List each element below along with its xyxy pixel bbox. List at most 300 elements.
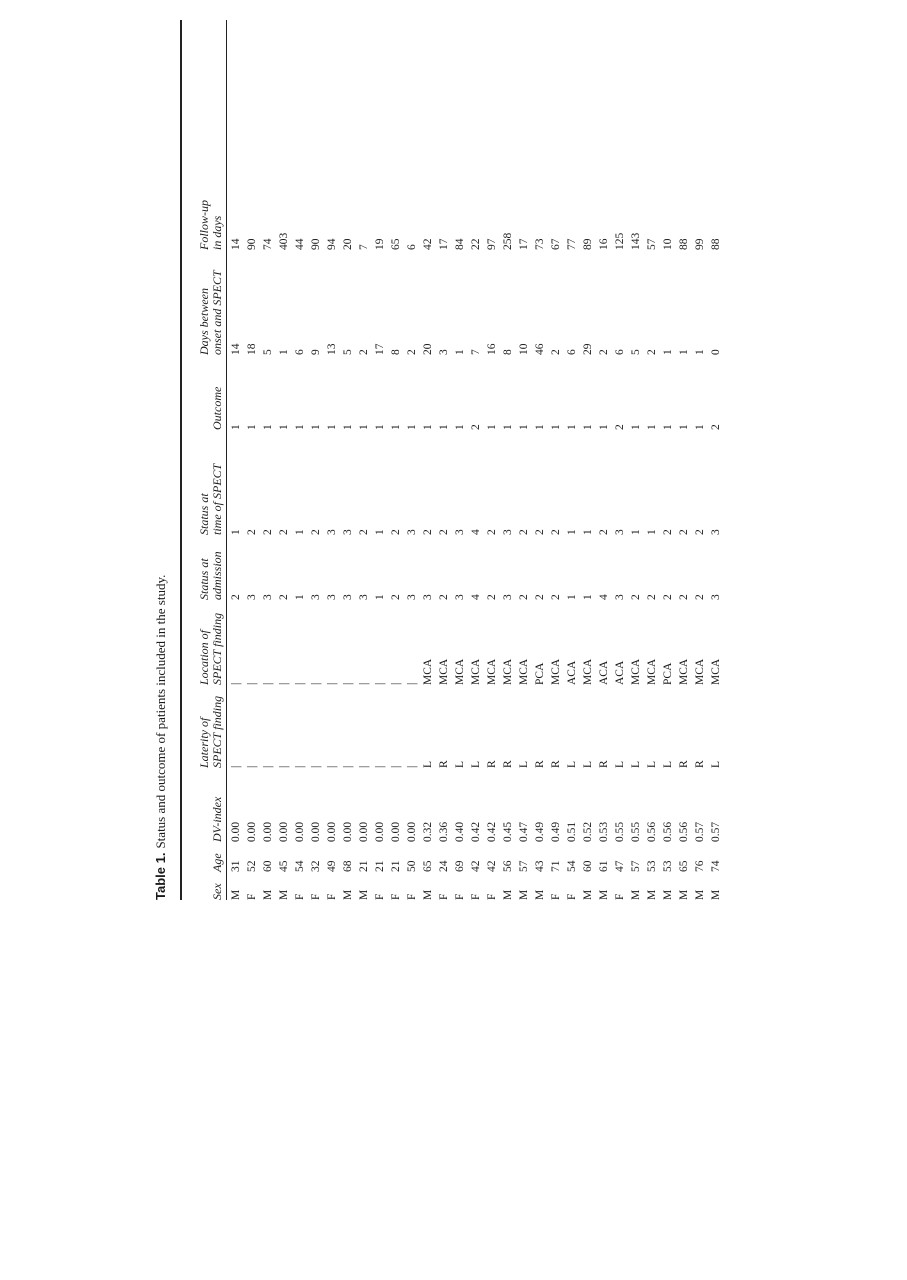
cell-days-between: 6	[614, 349, 626, 355]
cell-outcome: 1	[246, 424, 258, 430]
cell-age: 43	[534, 860, 546, 872]
cell-outcome: 2	[710, 424, 722, 430]
cell-sex: M	[342, 889, 354, 900]
cell-follow-up: 97	[486, 238, 498, 250]
cell-outcome: 1	[294, 424, 306, 430]
cell-age: 45	[278, 860, 290, 872]
cell-follow-up: 7	[358, 244, 370, 250]
cell-sex: F	[614, 893, 626, 900]
cell-sex: F	[390, 893, 402, 900]
table-row	[262, 20, 275, 900]
cell-sex: F	[246, 893, 258, 900]
cell-outcome: 1	[326, 424, 338, 430]
cell-follow-up: 258	[502, 232, 514, 250]
cell-location: |	[262, 682, 274, 685]
cell-follow-up: 73	[534, 238, 546, 250]
cell-outcome: 1	[534, 424, 546, 430]
cell-age: 56	[502, 860, 514, 872]
cell-sex: F	[310, 893, 322, 900]
cell-laterity: L	[630, 760, 642, 768]
cell-outcome: 1	[566, 424, 578, 430]
cell-status-admission: 2	[518, 594, 530, 600]
table-row	[358, 20, 371, 900]
cell-status-admission: 4	[470, 594, 482, 600]
cell-outcome: 1	[550, 424, 562, 430]
cell-laterity: |	[390, 765, 402, 768]
cell-status-admission: 1	[582, 594, 594, 600]
cell-status-admission: 1	[566, 594, 578, 600]
cell-sex: M	[646, 889, 658, 900]
cell-outcome: 1	[646, 424, 658, 430]
cell-laterity: R	[598, 760, 610, 768]
cell-laterity: |	[262, 765, 274, 768]
table-row	[550, 20, 563, 900]
table-row	[534, 20, 547, 900]
table-row	[294, 20, 307, 900]
cell-age: 50	[406, 860, 418, 872]
cell-laterity: |	[406, 765, 418, 768]
cell-sex: M	[230, 889, 242, 900]
header-location: Location of SPECT finding	[197, 612, 224, 685]
cell-laterity: L	[518, 760, 530, 768]
cell-location: |	[294, 682, 306, 685]
cell-location: MCA	[550, 658, 562, 685]
cell-status-admission: 1	[294, 594, 306, 600]
table-row	[582, 20, 595, 900]
cell-outcome: 2	[470, 424, 482, 430]
cell-status-spect: 1	[646, 529, 658, 535]
cell-follow-up: 6	[406, 244, 418, 250]
cell-follow-up: 44	[294, 238, 306, 250]
cell-laterity: R	[502, 760, 514, 768]
cell-location: |	[390, 682, 402, 685]
cell-follow-up: 20	[342, 238, 354, 250]
cell-location: ACA	[566, 660, 578, 685]
cell-status-admission: 2	[646, 594, 658, 600]
header-rule	[226, 20, 227, 900]
cell-follow-up: 10	[662, 238, 674, 250]
cell-status-admission: 3	[422, 594, 434, 600]
cell-dv-index: 0.55	[630, 821, 642, 842]
cell-laterity: |	[310, 765, 322, 768]
cell-age: 60	[582, 860, 594, 872]
cell-days-between: 29	[582, 343, 594, 355]
cell-dv-index: 0.00	[262, 821, 274, 842]
cell-dv-index: 0.00	[230, 821, 242, 842]
cell-age: 65	[422, 860, 434, 872]
cell-status-admission: 2	[678, 594, 690, 600]
cell-sex: F	[566, 893, 578, 900]
cell-status-spect: 2	[550, 529, 562, 535]
cell-location: MCA	[678, 658, 690, 685]
cell-dv-index: 0.51	[566, 821, 578, 842]
cell-location: MCA	[486, 658, 498, 685]
cell-status-admission: 2	[534, 594, 546, 600]
cell-status-admission: 2	[278, 594, 290, 600]
cell-age: 32	[310, 860, 322, 872]
cell-status-admission: 3	[502, 594, 514, 600]
cell-location: MCA	[454, 658, 466, 685]
cell-dv-index: 0.00	[390, 821, 402, 842]
cell-age: 42	[470, 860, 482, 872]
cell-laterity: L	[470, 760, 482, 768]
cell-days-between: 6	[566, 349, 578, 355]
cell-dv-index: 0.00	[326, 821, 338, 842]
cell-location: MCA	[646, 658, 658, 685]
cell-outcome: 1	[422, 424, 434, 430]
cell-age: 53	[646, 860, 658, 872]
table-row	[502, 20, 515, 900]
cell-status-admission: 2	[438, 594, 450, 600]
top-rule	[180, 20, 182, 900]
cell-dv-index: 0.57	[710, 821, 722, 842]
header-age: Age	[210, 853, 224, 872]
table-row	[390, 20, 403, 900]
cell-days-between: 2	[406, 349, 418, 355]
cell-dv-index: 0.56	[662, 821, 674, 842]
table-header	[184, 20, 224, 900]
cell-age: 71	[550, 860, 562, 872]
cell-age: 49	[326, 860, 338, 872]
cell-status-spect: 2	[246, 529, 258, 535]
cell-days-between: 8	[502, 349, 514, 355]
cell-age: 21	[374, 860, 386, 872]
cell-age: 54	[294, 860, 306, 872]
cell-status-spect: 2	[518, 529, 530, 535]
cell-status-spect: 2	[598, 529, 610, 535]
table-row	[646, 20, 659, 900]
table-row	[598, 20, 611, 900]
cell-location: ACA	[614, 660, 626, 685]
table-row	[278, 20, 291, 900]
cell-outcome: 1	[342, 424, 354, 430]
cell-outcome: 1	[582, 424, 594, 430]
cell-location: |	[374, 682, 386, 685]
cell-location: MCA	[710, 658, 722, 685]
cell-status-spect: 2	[486, 529, 498, 535]
cell-status-admission: 2	[230, 594, 242, 600]
cell-outcome: 1	[454, 424, 466, 430]
cell-location: |	[230, 682, 242, 685]
table-row	[470, 20, 483, 900]
table-row	[422, 20, 435, 900]
cell-follow-up: 88	[678, 238, 690, 250]
cell-outcome: 1	[598, 424, 610, 430]
rotated-table	[150, 20, 750, 900]
cell-age: 68	[342, 860, 354, 872]
cell-outcome: 1	[278, 424, 290, 430]
cell-dv-index: 0.52	[582, 821, 594, 842]
cell-status-spect: 4	[470, 529, 482, 535]
table-row	[326, 20, 339, 900]
cell-outcome: 1	[230, 424, 242, 430]
table-row	[662, 20, 675, 900]
cell-laterity: R	[694, 760, 706, 768]
cell-status-spect: 2	[390, 529, 402, 535]
cell-days-between: 3	[438, 349, 450, 355]
cell-days-between: 1	[694, 349, 706, 355]
cell-status-admission: 1	[374, 594, 386, 600]
cell-days-between: 5	[630, 349, 642, 355]
cell-outcome: 1	[486, 424, 498, 430]
cell-location: |	[310, 682, 322, 685]
cell-follow-up: 84	[454, 238, 466, 250]
cell-sex: M	[678, 889, 690, 900]
cell-follow-up: 42	[422, 238, 434, 250]
cell-follow-up: 22	[470, 238, 482, 250]
cell-follow-up: 74	[262, 238, 274, 250]
cell-location: MCA	[582, 658, 594, 685]
cell-outcome: 1	[262, 424, 274, 430]
cell-days-between: 2	[550, 349, 562, 355]
cell-status-spect: 2	[310, 529, 322, 535]
table-row	[374, 20, 387, 900]
cell-status-spect: 2	[662, 529, 674, 535]
cell-sex: M	[694, 889, 706, 900]
cell-follow-up: 67	[550, 238, 562, 250]
header-sex: Sex	[210, 883, 224, 900]
cell-follow-up: 17	[518, 238, 530, 250]
cell-location: |	[406, 682, 418, 685]
cell-status-spect: 1	[630, 529, 642, 535]
table-row	[694, 20, 707, 900]
cell-follow-up: 88	[710, 238, 722, 250]
cell-days-between: 16	[486, 343, 498, 355]
cell-follow-up: 89	[582, 238, 594, 250]
cell-days-between: 1	[678, 349, 690, 355]
cell-dv-index: 0.49	[534, 821, 546, 842]
cell-location: |	[278, 682, 290, 685]
cell-sex: F	[550, 893, 562, 900]
table-row	[438, 20, 451, 900]
cell-days-between: 1	[278, 349, 290, 355]
cell-age: 76	[694, 860, 706, 872]
cell-age: 61	[598, 860, 610, 872]
cell-status-admission: 2	[550, 594, 562, 600]
cell-laterity: L	[614, 760, 626, 768]
cell-laterity: |	[374, 765, 386, 768]
cell-follow-up: 90	[246, 238, 258, 250]
cell-laterity: R	[550, 760, 562, 768]
cell-sex: M	[630, 889, 642, 900]
header-outcome: Outcome	[210, 386, 224, 430]
cell-status-spect: 1	[294, 529, 306, 535]
cell-status-admission: 3	[358, 594, 370, 600]
table-row	[310, 20, 323, 900]
cell-sex: M	[534, 889, 546, 900]
cell-follow-up: 403	[278, 232, 290, 250]
cell-status-spect: 1	[230, 529, 242, 535]
cell-dv-index: 0.42	[470, 821, 482, 842]
cell-dv-index: 0.00	[374, 821, 386, 842]
table-row	[230, 20, 243, 900]
cell-dv-index: 0.55	[614, 821, 626, 842]
cell-days-between: 17	[374, 343, 386, 355]
cell-location: |	[246, 682, 258, 685]
cell-days-between: 46	[534, 343, 546, 355]
cell-status-spect: 1	[566, 529, 578, 535]
cell-sex: M	[518, 889, 530, 900]
cell-sex: M	[582, 889, 594, 900]
cell-dv-index: 0.40	[454, 821, 466, 842]
cell-age: 52	[246, 860, 258, 872]
cell-dv-index: 0.49	[550, 821, 562, 842]
cell-age: 74	[710, 860, 722, 872]
cell-days-between: 0	[710, 349, 722, 355]
cell-outcome: 1	[678, 424, 690, 430]
cell-status-spect: 1	[582, 529, 594, 535]
cell-dv-index: 0.36	[438, 821, 450, 842]
cell-sex: F	[326, 893, 338, 900]
cell-dv-index: 0.00	[342, 821, 354, 842]
cell-status-spect: 2	[534, 529, 546, 535]
cell-laterity: R	[534, 760, 546, 768]
table-row	[614, 20, 627, 900]
cell-age: 65	[678, 860, 690, 872]
cell-sex: M	[262, 889, 274, 900]
cell-dv-index: 0.53	[598, 821, 610, 842]
table-row	[246, 20, 259, 900]
cell-follow-up: 125	[614, 232, 626, 250]
cell-days-between: 20	[422, 343, 434, 355]
cell-sex: M	[710, 889, 722, 900]
cell-outcome: 1	[390, 424, 402, 430]
table-label: Table 1.	[153, 852, 168, 900]
table-row	[518, 20, 531, 900]
cell-age: 21	[358, 860, 370, 872]
cell-status-admission: 3	[342, 594, 354, 600]
cell-outcome: 1	[502, 424, 514, 430]
cell-laterity: L	[582, 760, 594, 768]
cell-status-admission: 2	[694, 594, 706, 600]
cell-days-between: 13	[326, 343, 338, 355]
cell-laterity: L	[646, 760, 658, 768]
cell-dv-index: 0.00	[278, 821, 290, 842]
cell-dv-index: 0.32	[422, 821, 434, 842]
cell-follow-up: 77	[566, 238, 578, 250]
cell-follow-up: 94	[326, 238, 338, 250]
cell-status-admission: 3	[262, 594, 274, 600]
cell-age: 57	[518, 860, 530, 872]
cell-status-admission: 3	[246, 594, 258, 600]
cell-laterity: L	[566, 760, 578, 768]
cell-follow-up: 90	[310, 238, 322, 250]
cell-status-spect: 3	[502, 529, 514, 535]
cell-status-spect: 2	[422, 529, 434, 535]
cell-days-between: 14	[230, 343, 242, 355]
cell-dv-index: 0.00	[310, 821, 322, 842]
header-days-between: Days between onset and SPECT	[197, 270, 224, 355]
cell-follow-up: 19	[374, 238, 386, 250]
cell-days-between: 5	[262, 349, 274, 355]
table-row	[454, 20, 467, 900]
cell-outcome: 1	[358, 424, 370, 430]
cell-status-spect: 3	[614, 529, 626, 535]
table-row	[406, 20, 419, 900]
cell-days-between: 8	[390, 349, 402, 355]
cell-dv-index: 0.42	[486, 821, 498, 842]
cell-dv-index: 0.00	[294, 821, 306, 842]
cell-location: |	[342, 682, 354, 685]
cell-status-admission: 2	[662, 594, 674, 600]
cell-follow-up: 65	[390, 238, 402, 250]
cell-location: MCA	[438, 658, 450, 685]
cell-outcome: 1	[310, 424, 322, 430]
cell-location: |	[358, 682, 370, 685]
table-row	[486, 20, 499, 900]
cell-outcome: 1	[630, 424, 642, 430]
cell-age: 69	[454, 860, 466, 872]
cell-follow-up: 16	[598, 238, 610, 250]
cell-laterity: R	[678, 760, 690, 768]
cell-laterity: |	[278, 765, 290, 768]
header-laterity: Laterity of SPECT finding	[197, 695, 224, 768]
cell-days-between: 1	[454, 349, 466, 355]
cell-location: MCA	[630, 658, 642, 685]
cell-days-between: 10	[518, 343, 530, 355]
cell-outcome: 1	[518, 424, 530, 430]
table-row	[710, 20, 723, 900]
cell-age: 47	[614, 860, 626, 872]
cell-age: 24	[438, 860, 450, 872]
cell-follow-up: 57	[646, 238, 658, 250]
cell-status-spect: 2	[262, 529, 274, 535]
header-follow-up: Follow-up in days	[197, 200, 224, 250]
cell-status-admission: 3	[614, 594, 626, 600]
cell-laterity: R	[486, 760, 498, 768]
cell-sex: M	[422, 889, 434, 900]
cell-days-between: 6	[294, 349, 306, 355]
cell-outcome: 1	[438, 424, 450, 430]
cell-days-between: 2	[358, 349, 370, 355]
header-status-spect: Status at time of SPECT	[197, 463, 224, 535]
cell-status-spect: 3	[454, 529, 466, 535]
cell-days-between: 1	[662, 349, 674, 355]
cell-status-admission: 2	[630, 594, 642, 600]
cell-days-between: 7	[470, 349, 482, 355]
cell-laterity: R	[438, 760, 450, 768]
cell-status-admission: 3	[326, 594, 338, 600]
cell-status-admission: 3	[454, 594, 466, 600]
cell-location: PCA	[662, 662, 674, 685]
cell-days-between: 2	[598, 349, 610, 355]
cell-location: PCA	[534, 662, 546, 685]
cell-location: MCA	[502, 658, 514, 685]
header-dv-index: DV-index	[210, 796, 224, 842]
cell-laterity: |	[294, 765, 306, 768]
cell-dv-index: 0.00	[406, 821, 418, 842]
cell-age: 57	[630, 860, 642, 872]
cell-laterity: L	[422, 760, 434, 768]
cell-days-between: 9	[310, 349, 322, 355]
cell-days-between: 18	[246, 343, 258, 355]
cell-dv-index: 0.47	[518, 821, 530, 842]
cell-follow-up: 143	[630, 232, 642, 250]
cell-location: |	[326, 682, 338, 685]
cell-sex: F	[470, 893, 482, 900]
cell-status-admission: 3	[406, 594, 418, 600]
caption-text: Status and outcome of patients included in the study.	[153, 574, 168, 849]
cell-outcome: 1	[662, 424, 674, 430]
cell-outcome: 1	[406, 424, 418, 430]
cell-dv-index: 0.56	[678, 821, 690, 842]
cell-outcome: 1	[374, 424, 386, 430]
cell-location: MCA	[470, 658, 482, 685]
cell-dv-index: 0.57	[694, 821, 706, 842]
table-row	[342, 20, 355, 900]
cell-age: 60	[262, 860, 274, 872]
cell-status-spect: 2	[358, 529, 370, 535]
